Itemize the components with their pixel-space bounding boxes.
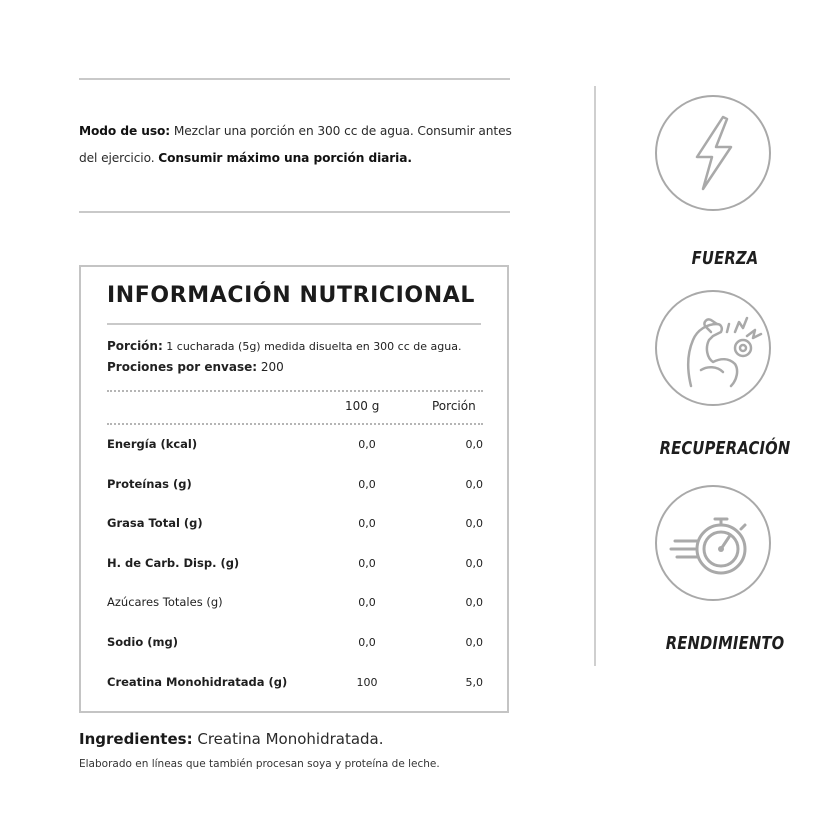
row-label: Azúcares Totales (g): [107, 595, 223, 609]
dotted-divider: [107, 390, 483, 392]
row-label: Energía (kcal): [107, 437, 198, 451]
table-row: [107, 516, 483, 536]
row-value-portion: 0,0: [465, 596, 483, 609]
row-value-100g: 0,0: [358, 438, 376, 451]
column-header-100g: 100 g: [345, 399, 380, 413]
table-row: [107, 595, 483, 615]
row-value-portion: 0,0: [465, 636, 483, 649]
row-value-100g: 100: [356, 676, 378, 689]
usage-instructions: [79, 118, 519, 172]
row-label: Proteínas (g): [107, 477, 192, 491]
table-row: [107, 675, 483, 695]
portion-info: [107, 339, 461, 353]
row-label: H. de Carb. Disp. (g): [107, 556, 240, 570]
ingredients: [79, 730, 384, 748]
row-label: Sodio (mg): [107, 635, 178, 649]
portion-label: Porción:: [107, 339, 163, 353]
servings-value: 200: [257, 360, 284, 374]
badge-label: RECUPERACIÓN: [659, 438, 791, 459]
allergen-note: Elaborado en líneas que también procesan soya y proteína de leche.: [79, 758, 440, 770]
title-rule: [107, 323, 481, 325]
flexed-arm-icon: [655, 290, 771, 406]
nutrition-title: INFORMACIÓN NUTRICIONAL: [107, 283, 475, 308]
row-label: Grasa Total (g): [107, 516, 203, 530]
dotted-divider: [107, 423, 483, 425]
badge-label: FUERZA: [691, 248, 759, 269]
usage-label: Modo de uso:: [79, 124, 171, 138]
row-value-portion: 0,0: [465, 478, 483, 491]
top-divider: [79, 78, 510, 80]
table-row: [107, 556, 483, 576]
middle-divider: [79, 211, 510, 213]
table-row: [107, 635, 483, 655]
row-value-100g: 0,0: [358, 557, 376, 570]
column-header-portion: Porción: [432, 399, 476, 413]
servings-label: Prociones por envase:: [107, 360, 258, 374]
row-value-100g: 0,0: [358, 517, 376, 530]
row-label: Creatina Monohidratada (g): [107, 675, 288, 689]
row-value-portion: 0,0: [465, 517, 483, 530]
row-value-portion: 0,0: [465, 557, 483, 570]
row-value-100g: 0,0: [358, 636, 376, 649]
usage-emphasis: Consumir máximo una porción diaria.: [158, 151, 412, 165]
table-row: [107, 437, 483, 457]
row-value-portion: 0,0: [465, 438, 483, 451]
nutrition-facts-panel: [79, 265, 509, 713]
badge-label: RENDIMIENTO: [665, 633, 785, 654]
usage-text: Mezclar una porción en 300 cc de agua. Consumir antes del ejercicio.: [79, 124, 512, 165]
ingredients-text: Creatina Monohidratada.: [192, 730, 384, 748]
table-row: [107, 477, 483, 497]
row-value-100g: 0,0: [358, 478, 376, 491]
row-value-portion: 5,0: [465, 676, 483, 689]
stopwatch-icon: [655, 485, 771, 601]
lightning-bolt-icon: [655, 95, 771, 211]
vertical-divider: [594, 86, 596, 666]
ingredients-label: Ingredientes:: [79, 730, 193, 748]
servings-info: [107, 360, 284, 374]
row-value-100g: 0,0: [358, 596, 376, 609]
portion-text: 1 cucharada (5g) medida disuelta en 300 cc de agua.: [162, 340, 462, 353]
